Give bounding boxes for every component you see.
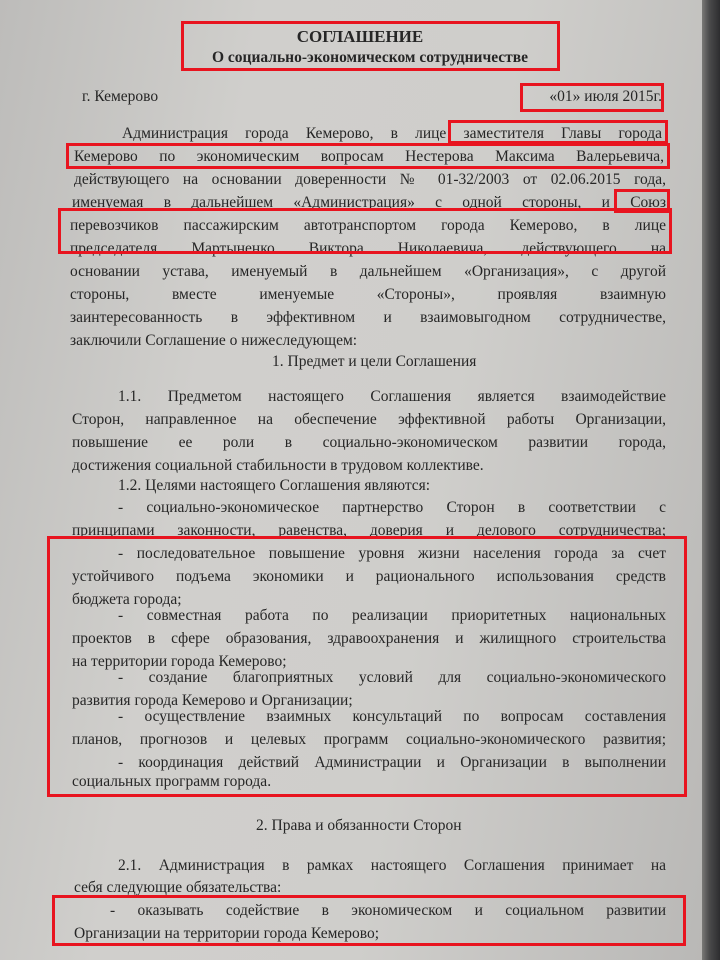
goal-line: принципами законности, равенства, доверия и делового сотрудничества; <box>72 522 666 539</box>
paragraph-1-1-line: достижения социальной стабильности в трудовом коллективе. <box>72 457 484 474</box>
paragraph-1-1-line: Сторон, направленное на обеспечение эффективной работы Организации, <box>72 411 666 428</box>
goal-line: планов, прогнозов и целевых программ социально-экономического развития; <box>72 731 666 748</box>
document-city: г. Кемерово <box>82 88 159 105</box>
paragraph-2-1-line: - оказывать содействие в экономическом и социальном развитии <box>110 902 666 919</box>
goal-line: социальных программ города. <box>72 773 272 790</box>
document-subtitle: О социально-экономическом сотрудничестве <box>211 49 529 66</box>
paragraph-1-1-line: повышение ее роли в социально-экономическом развитии города, <box>72 434 666 451</box>
goal-line: - создание благоприятных условий для социально-экономического <box>118 669 666 686</box>
preamble-line: стороны, вместе именуемые «Стороны», проявляя взаимную <box>70 286 666 303</box>
goal-line: устойчивого подъема экономики и рационального использования средств <box>72 568 666 585</box>
preamble-line: основании устава, именуемый в дальнейшем «Организация», с другой <box>70 263 666 280</box>
document-date: «01» июля 2015г. <box>549 88 662 105</box>
preamble-line: Кемерово по экономическим вопросам Нестерова Максима Валерьевича, <box>74 148 664 165</box>
preamble-line: заключили Соглашение о нижеследующем: <box>70 332 358 349</box>
page-edge-shadow <box>702 0 720 960</box>
goal-line: - координация действий Администрации и Организации в выполнении <box>118 754 666 771</box>
paragraph-2-1-line: себя следующие обязательства: <box>74 879 282 896</box>
document-title: СОГЛАШЕНИЕ <box>296 27 424 46</box>
goal-line: - социально-экономическое партнерство Сторон в соответствии с <box>118 499 666 516</box>
paragraph-1-1-line: 1.1. Предметом настоящего Соглашения является взаимодействие <box>118 388 666 405</box>
goal-line: развития города Кемерово и Организации; <box>72 692 353 709</box>
section-1-heading: 1. Предмет и цели Соглашения <box>272 353 477 370</box>
goal-line: - осуществление взаимных консультаций по вопросам составления <box>118 708 666 725</box>
section-2-heading: 2. Права и обязанности Сторон <box>256 817 462 834</box>
paragraph-1-2-intro: 1.2. Целями настоящего Соглашения являются: <box>118 477 431 494</box>
paragraph-2-1-line: Организации на территории города Кемерово; <box>74 925 380 942</box>
goal-line: на территории города Кемерово; <box>72 653 287 670</box>
paragraph-2-1-line: 2.1. Администрация в рамках настоящего Соглашения принимает на <box>118 857 666 874</box>
goal-line: - совместная работа по реализации приоритетных национальных <box>118 607 666 624</box>
preamble-line: заинтересованность в эффективном и взаимовыгодном сотрудничестве, <box>70 309 666 326</box>
preamble-line: Администрация города Кемерово, в лице заместителя Главы города <box>122 125 662 142</box>
goal-line: бюджета города; <box>72 591 182 608</box>
preamble-line: перевозчиков пассажирским автотранспортом города Кемерово, в лице <box>70 217 666 234</box>
preamble-line: именуемая в дальнейшем «Администрация» с одной стороны, и Союз <box>72 194 666 211</box>
preamble-line: председателя Мартыненко Виктора Николаевича, действующего на <box>70 240 666 257</box>
goal-line: проектов в сфере образования, здравоохранения и жилищного строительства <box>72 630 666 647</box>
preamble-line: действующего на основании доверенности № 01-32/2003 от 02.06.2015 года, <box>74 171 666 188</box>
goal-line: - последовательное повышение уровня жизни населения города за счет <box>118 545 666 562</box>
